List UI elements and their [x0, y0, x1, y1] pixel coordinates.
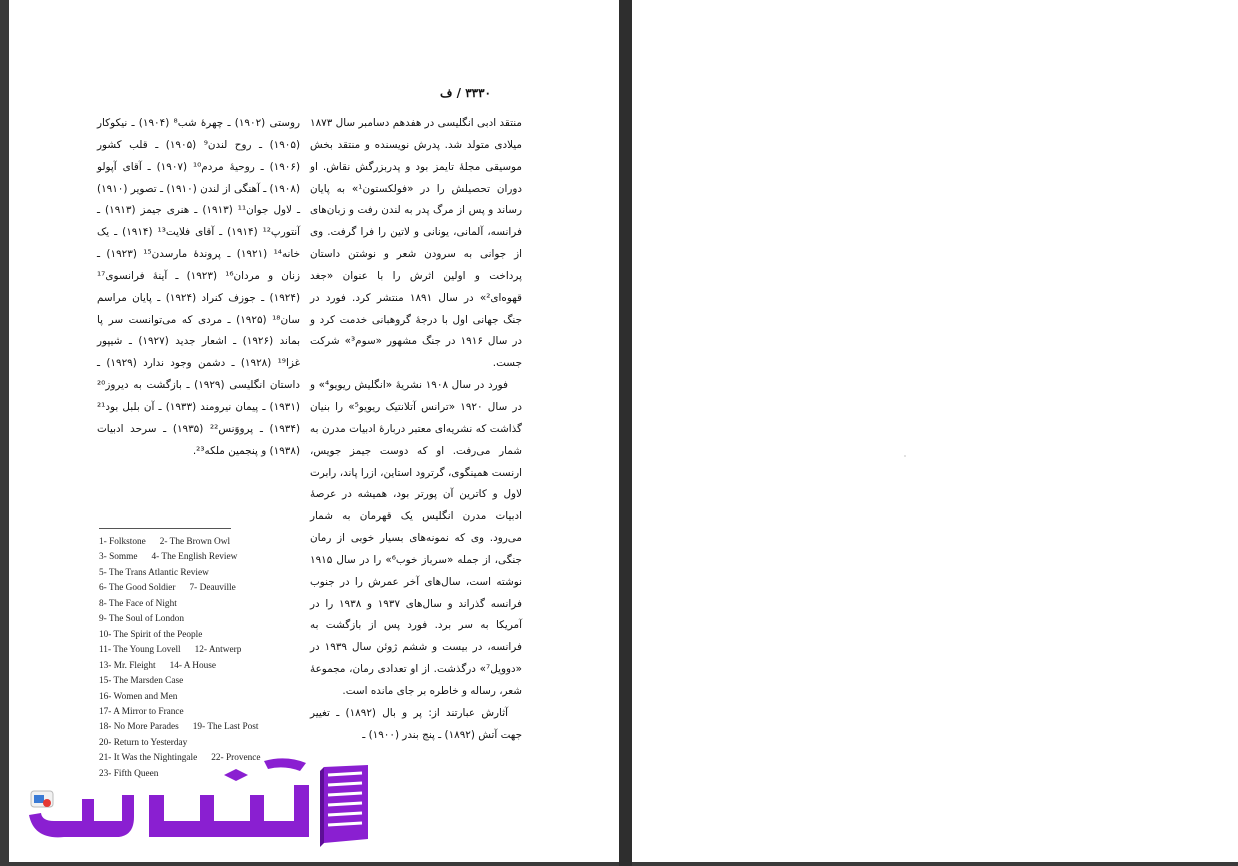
footnote-entry: 16- Women and Men: [99, 691, 178, 702]
footnote-entry: 11- The Young Lovell: [99, 645, 181, 656]
mini-ui-icon: [31, 791, 53, 807]
footnote-entry: 1- Folkstone: [99, 537, 146, 547]
footnote-entry: 13- Mr. Fleight: [99, 660, 156, 671]
logo-wordmark: [29, 758, 309, 837]
footnote-entry: 15- The Marsden Case: [99, 676, 184, 687]
page-bottom-edge-2: [632, 862, 1238, 866]
footnote-entry: 22- Provence: [211, 753, 261, 764]
footnote-entry: 5- The Trans Atlantic Review: [99, 567, 209, 578]
footnote-entry: 8- The Face of Night: [99, 598, 177, 609]
page-bottom-edge: [9, 862, 619, 866]
footnote-divider: [99, 528, 231, 529]
footnote-entry: 6- The Good Soldier: [99, 583, 176, 594]
footnote-entry: 9- The Soul of London: [99, 614, 185, 625]
footnote-line: [99, 720, 314, 735]
article-column-right: [310, 113, 522, 746]
footnote-line: [99, 659, 314, 674]
footnote-line: [99, 550, 314, 565]
footnote-entry: 19- The Last Post: [192, 722, 259, 733]
footnote-entry: 4- The English Review: [151, 552, 238, 563]
footnote-line: [99, 628, 314, 643]
article-paragraph-3: آثارش عبارتند از: پر و بال (۱۸۹۲) ـ تغییر جهت آتش (۱۸۹۲) ـ پنج بندر (۱۹۰۰) ـ: [310, 706, 522, 741]
footnote-entry: 10- The Spirit of the People: [99, 629, 203, 640]
footnote-line: [99, 674, 314, 689]
footnote-line: [99, 612, 314, 627]
footnote-entry: 17- A Mirror to France: [99, 706, 184, 717]
footnote-line: [99, 597, 314, 612]
book-icon: [320, 765, 368, 847]
article-paragraph-1: منتقد ادبی انگلیسی در هفدهم دسامبر سال ۱۸۷۳ میلادی متولد شد. پدرش نویسنده و منتقد بخش موسیقی مجلهٔ تایمز بود و پدربزرگش نقاش. او دوران تحصیلش را در «فولکستون¹» به پایان رساند و پس از مرگ پدر به لندن رفت و زبان‌های فرانسه، آلمانی، یونانی و لاتین را فرا گرفت. وی از جوانی به سرودن شعر و نوشتن داستان پرداخت و اولین اثرش را با عنوان «جغد قهوه‌ای²» در سال ۱۸۹۱ منتشر کرد. فورد در جنگ جهانی اول با درجهٔ گروهبانی خدمت کرد و در سال ۱۹۱۶ در جنگ مشهور «سوم³» شرکت جست.: [310, 117, 522, 370]
scan-speck: [904, 455, 906, 457]
footnote-entry: 2- The Brown Owl: [159, 537, 231, 547]
footnote-line: [99, 535, 314, 550]
viewer-left-gutter: [0, 0, 9, 866]
footnote-line: [99, 643, 314, 658]
article-column-left: [97, 113, 300, 463]
footnote-line: [99, 690, 314, 705]
works-list-paragraph: روستی (۱۹۰۲) ـ چهرهٔ شب⁸ (۱۹۰۴) ـ نیکوکار (۱۹۰۵) ـ روح لندن⁹ (۱۹۰۵) ـ قلب کشور (۱۹۰۶) ـ روحیهٔ مردم¹⁰ (۱۹۰۷) ـ آقای آپولو (۱۹۰۸) ـ آهنگی از لندن (۱۹۱۰) ـ تصویر (۱۹۱۰) ـ لاول جوان¹¹ (۱۹۱۳) ـ هنری جیمز (۱۹۱۳) ـ آنتورپ¹² (۱۹۱۴) ـ آقای فلایت¹³ (۱۹۱۴) ـ یک خانه¹⁴ (۱۹۲۱) ـ پروندهٔ مارسدن¹⁵ (۱۹۲۳) ـ زنان و مردان¹⁶ (۱۹۲۳) ـ آینهٔ فرانسوی¹⁷ (۱۹۲۴) ـ جوزف کنراد (۱۹۲۴) ـ پایان مراسم سان¹⁸ (۱۹۲۵) ـ مردی که می‌توانست سر پا بماند (۱۹۲۶) ـ اشعار جدید (۱۹۲۷) ـ شیپور غزا¹⁹ (۱۹۲۸) ـ دشمن وجود ندارد (۱۹۲۹) ـ داستان انگلیسی (۱۹۲۹) ـ بازگشت به دیروز²⁰ (۱۹۳۱) ـ پیمان نیرومند (۱۹۳۳) ـ آن بلبل بود²¹ (۱۹۳۴) ـ پرووَنس²² (۱۹۳۵) ـ سرحد ادبیات (۱۹۳۸) و پنجمین ملکه²³.: [97, 117, 301, 457]
footnotes-list: [99, 535, 314, 782]
footnote-entry: 20- Return to Yesterday: [99, 737, 188, 748]
page-header: ۳۳۳۰ / ف: [440, 86, 491, 100]
footnote-line: [99, 566, 314, 581]
footnote-entry: 21- It Was the Nightingale: [99, 753, 198, 764]
footnote-line: [99, 581, 314, 596]
footnote-entry: 7- Deauville: [189, 583, 236, 594]
ketabsal-logo: [24, 755, 374, 850]
footnote-entry: 14- A House: [169, 660, 217, 671]
viewer-page-gutter: [619, 0, 632, 866]
footnote-entry: 12- Antwerp: [194, 645, 242, 656]
article-paragraph-2: فورد در سال ۱۹۰۸ نشریهٔ «انگلیش ریویو⁴» و در سال ۱۹۲۰ «ترانس آتلانتیک ریویو⁵» را بنیان گذاشت که نشریه‌ای معتبر دربارهٔ ادبیات مدرن به شمار می‌رفت. او که دوست جیمز جویس، ارنست همینگوی، گرترود استاین، ازرا پاند، رابرت لاول و کاترین آن پورتر بود، همیشه در عرصهٔ ادبیات مدرن انگلیس یک قهرمان به شمار می‌رود. وی که نمونه‌های بسیار خوبی از رمان جنگی، از جمله «سرباز خوب⁶» را در سال ۱۹۱۵ نوشته است، سال‌های آخر عمرش را در جنوب فرانسه گذراند و سال‌های ۱۹۳۷ و ۱۹۳۸ را در آمریکا به سر برد. فورد پس از بازگشت به فرانسه، در بیست و ششم ژوئن سال ۱۹۳۹ در «دوویل⁷» درگذشت. از او تعدادی رمان، مجموعهٔ شعر، رساله و خاطره بر جای مانده است.: [310, 379, 523, 697]
footnote-entry: 23- Fifth Queen: [99, 768, 159, 779]
footnote-entry: 3- Somme: [99, 552, 138, 563]
footnote-line: [99, 705, 314, 720]
footnote-line: [99, 736, 314, 751]
footnote-entry: 18- No More Parades: [99, 722, 179, 733]
blank-page: [632, 0, 1238, 866]
